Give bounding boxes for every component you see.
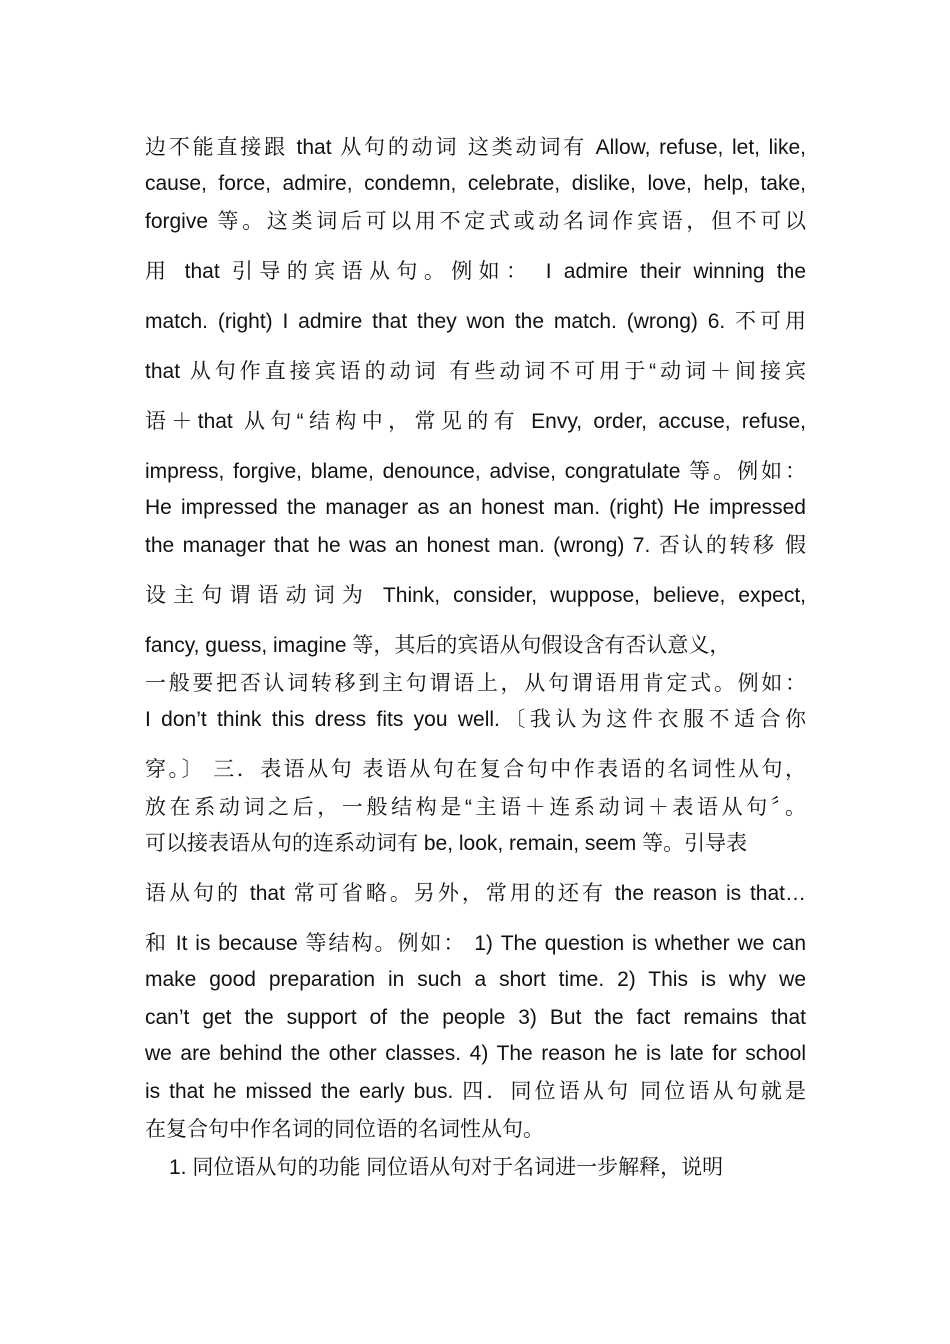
text-line: 放在系动词之后，一般结构是“主语＋连系动词＋表语从句〞。 (145, 796, 806, 819)
text-line: we are behind the other classes. 4) The reason he is late for school (145, 1042, 806, 1065)
text-line: is that he missed the early bus. 四．同位语从句 同位语从句就是 (145, 1080, 806, 1103)
text-line: 设主句谓语动词为 Think, consider, wuppose, believe, expect, (145, 584, 806, 607)
text-line: can’t get the support of the people 3) But the fact remains that (145, 1006, 806, 1029)
text-line: that 从句作直接宾语的动词 有些动词不可用于“动词＋间接宾 (145, 360, 806, 383)
text-line: 在复合句中作名词的同位语的名词性从句。 (145, 1118, 544, 1141)
text-line: 穿。〕 三．表语从句 表语从句在复合句中作表语的名词性从句， (145, 758, 806, 781)
text-line: impress, forgive, blame, denounce, advise, congratulate 等。例如： (145, 460, 806, 483)
text-line: the manager that he was an honest man. (wrong) 7. 否认的转移 假 (145, 534, 806, 557)
text-line: 语从句的 that 常可省略。另外，常用的还有 the reason is that… (145, 882, 806, 905)
text-line: 用 that 引导的宾语从句。例如： I admire their winning the (145, 260, 806, 283)
text-line: make good preparation in such a short time. 2) This is why we (145, 968, 806, 991)
text-line: 一般要把否认词转移到主句谓语上，从句谓语用肯定式。例如： (145, 672, 806, 695)
text-line: forgive 等。这类词后可以用不定式或动名词作宾语，但不可以 (145, 210, 806, 233)
text-line: 和 It is because 等结构。例如： 1) The question is whether we can (145, 932, 806, 955)
text-line: 边不能直接跟 that 从句的动词 这类动词有 Allow, refuse, let, like, (145, 136, 806, 159)
text-line: 1. 同位语从句的功能 同位语从句对于名词进一步解释，说明 (169, 1156, 724, 1179)
text-line: 语＋that 从句“结构中，常见的有 Envy, order, accuse, refuse, (145, 410, 806, 433)
text-line: He impressed the manager as an honest man. (right) He impressed (145, 496, 806, 519)
text-line: match. (right) I admire that they won the match. (wrong) 6. 不可用 (145, 310, 806, 333)
text-line: fancy, guess, imagine 等，其后的宾语从句假设含有否认意义， (145, 634, 731, 657)
text-line: cause, force, admire, condemn, celebrate, dislike, love, help, take, (145, 172, 806, 195)
text-line: I don’t think this dress fits you well.〔我认为这件衣服不适合你 (145, 708, 806, 731)
text-line: 可以接表语从句的连系动词有 be, look, remain, seem 等。引导表 (145, 832, 748, 855)
